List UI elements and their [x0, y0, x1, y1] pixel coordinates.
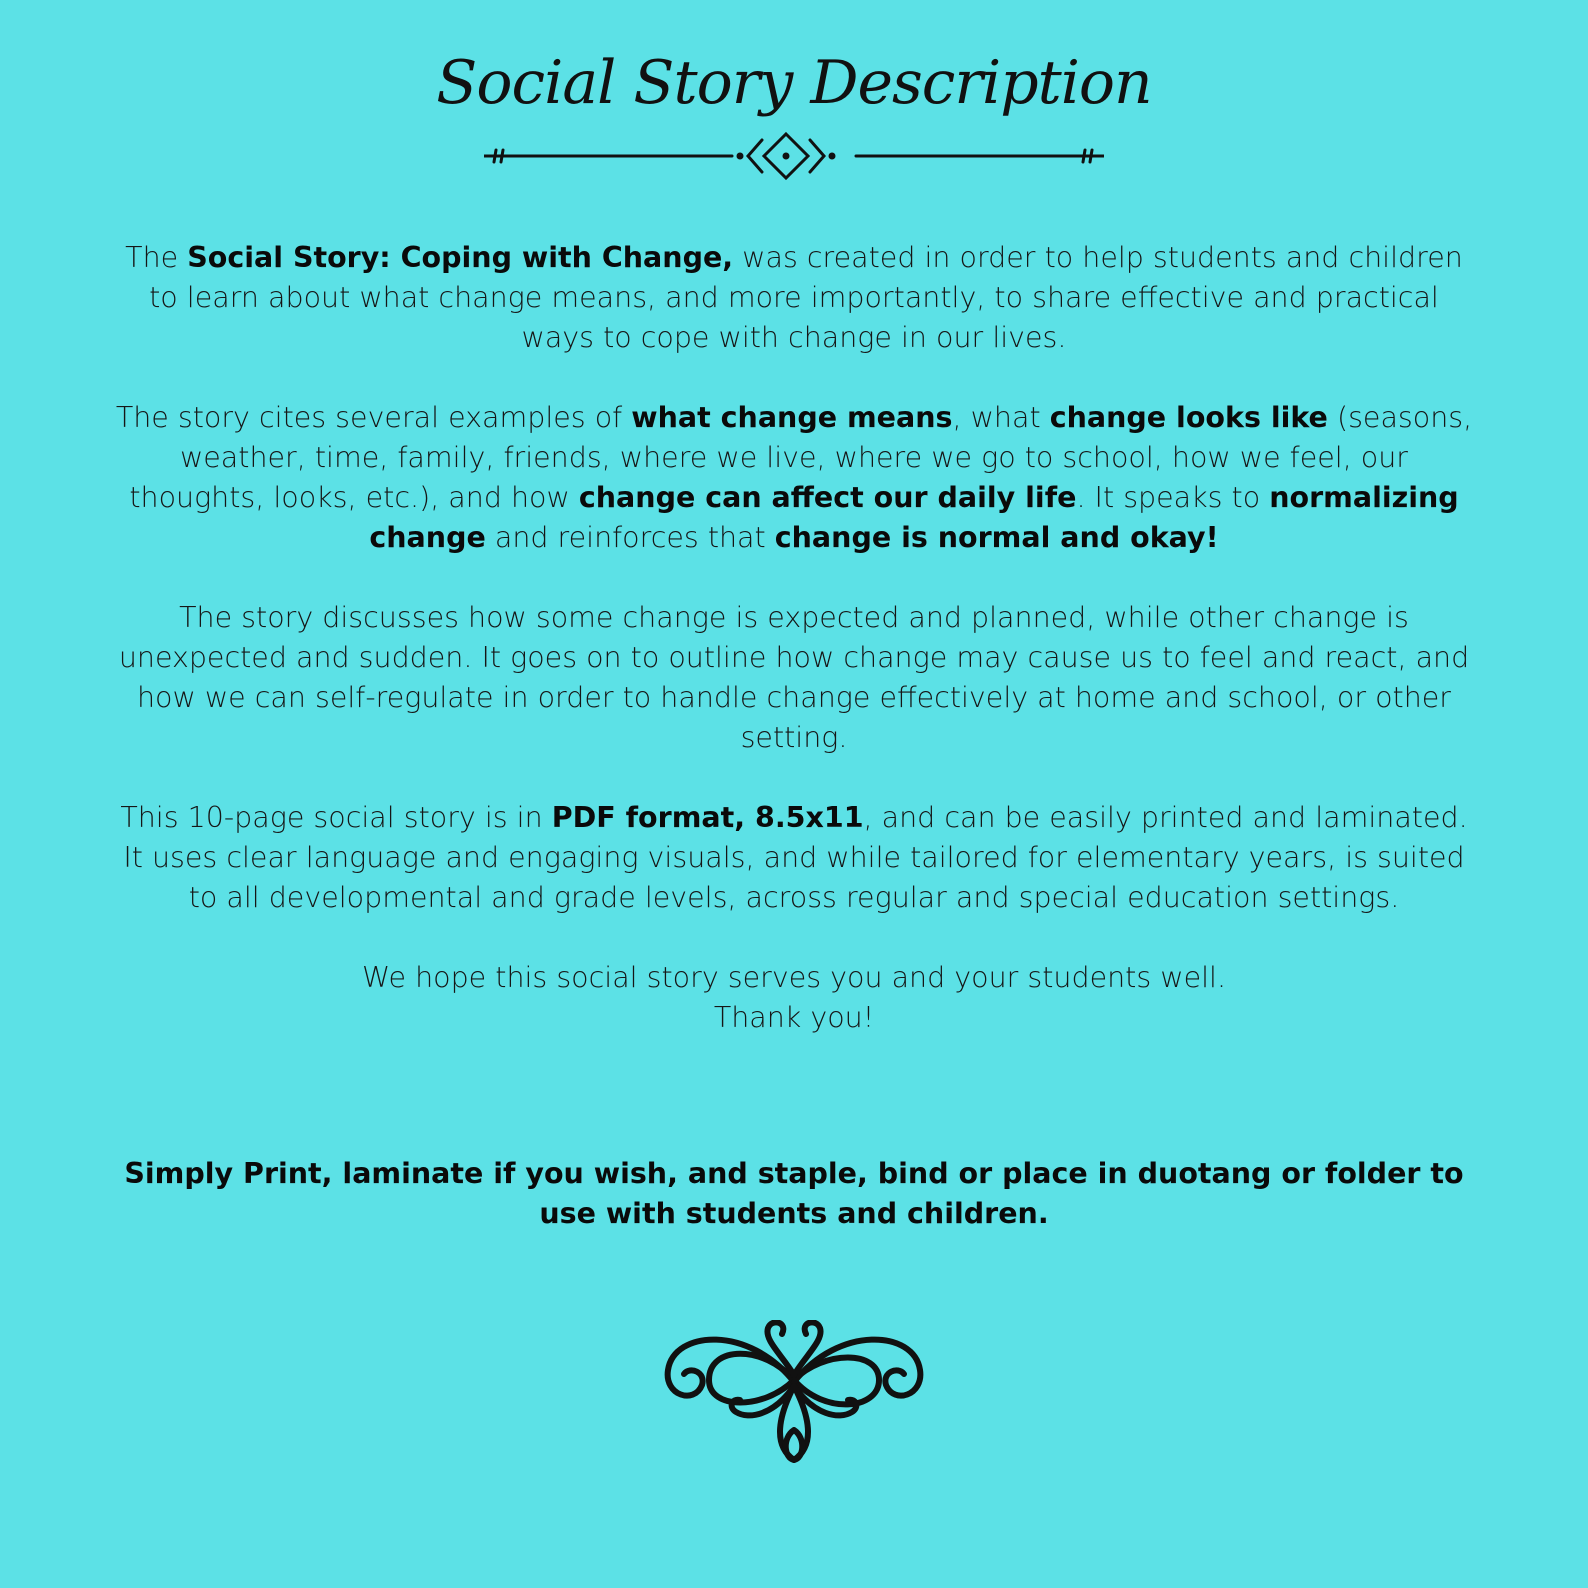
paragraph-format — [110, 798, 1478, 918]
bold-text: change looks like — [1049, 401, 1328, 434]
page-title: Social Story Description — [436, 48, 1152, 118]
text-run: This 10-page social story is in — [120, 801, 552, 834]
bold-text: what change means — [631, 401, 953, 434]
text-run: , and can be easily printed and laminated. It uses clear language and engaging visuals, and while tailored for elementary years, is suited to all developmental and grade levels, across regular and special education settings. — [123, 801, 1468, 914]
bold-text: normalizing change — [369, 481, 1459, 554]
closing-line: We hope this social story serves you and your students well. — [361, 961, 1227, 994]
text-run: The story discusses how some change is expected and planned, while other change is unexpected and sudden. It goes on to outline how change may cause us to feel and react, and how we can self-regulate in order to handle change effectively at home and school, or other setting. — [118, 601, 1470, 754]
text-run: The — [125, 241, 188, 274]
paragraph-closing — [110, 958, 1478, 1038]
arrow-divider-icon — [484, 128, 1104, 188]
description-body — [110, 238, 1478, 1078]
paragraph-examples — [110, 398, 1478, 558]
text-run: , what — [952, 401, 1050, 434]
text-run: The story cites several examples of — [115, 401, 632, 434]
text-run: (seasons, weather, time, family, friends, where we live, where we go to school, how we feel, our thoughts, looks, etc.), and how — [129, 401, 1473, 514]
text-run: . It speaks to — [1076, 481, 1270, 514]
flourish-ornament-icon — [654, 1320, 934, 1470]
thank-you-line: Thank you! — [713, 1001, 875, 1034]
usage-instructions: Simply Print, laminate if you wish, and staple, bind or place in duotang or folder to use with students and children. — [124, 1157, 1464, 1230]
text-run: and reinforces that — [485, 521, 775, 554]
paragraph-discussion — [110, 598, 1478, 758]
bold-text: PDF format, 8.5x11 — [551, 801, 864, 834]
paragraph-intro — [110, 238, 1478, 358]
bold-text: change can affect our daily life — [578, 481, 1077, 514]
text-run: was created in order to help students and children to learn about what change means, and more importantly, to share effective and practical ways to cope with change in our lives. — [149, 241, 1463, 354]
bold-text: change is normal and okay! — [774, 521, 1219, 554]
bold-text: Social Story: Coping with Change, — [187, 241, 734, 274]
